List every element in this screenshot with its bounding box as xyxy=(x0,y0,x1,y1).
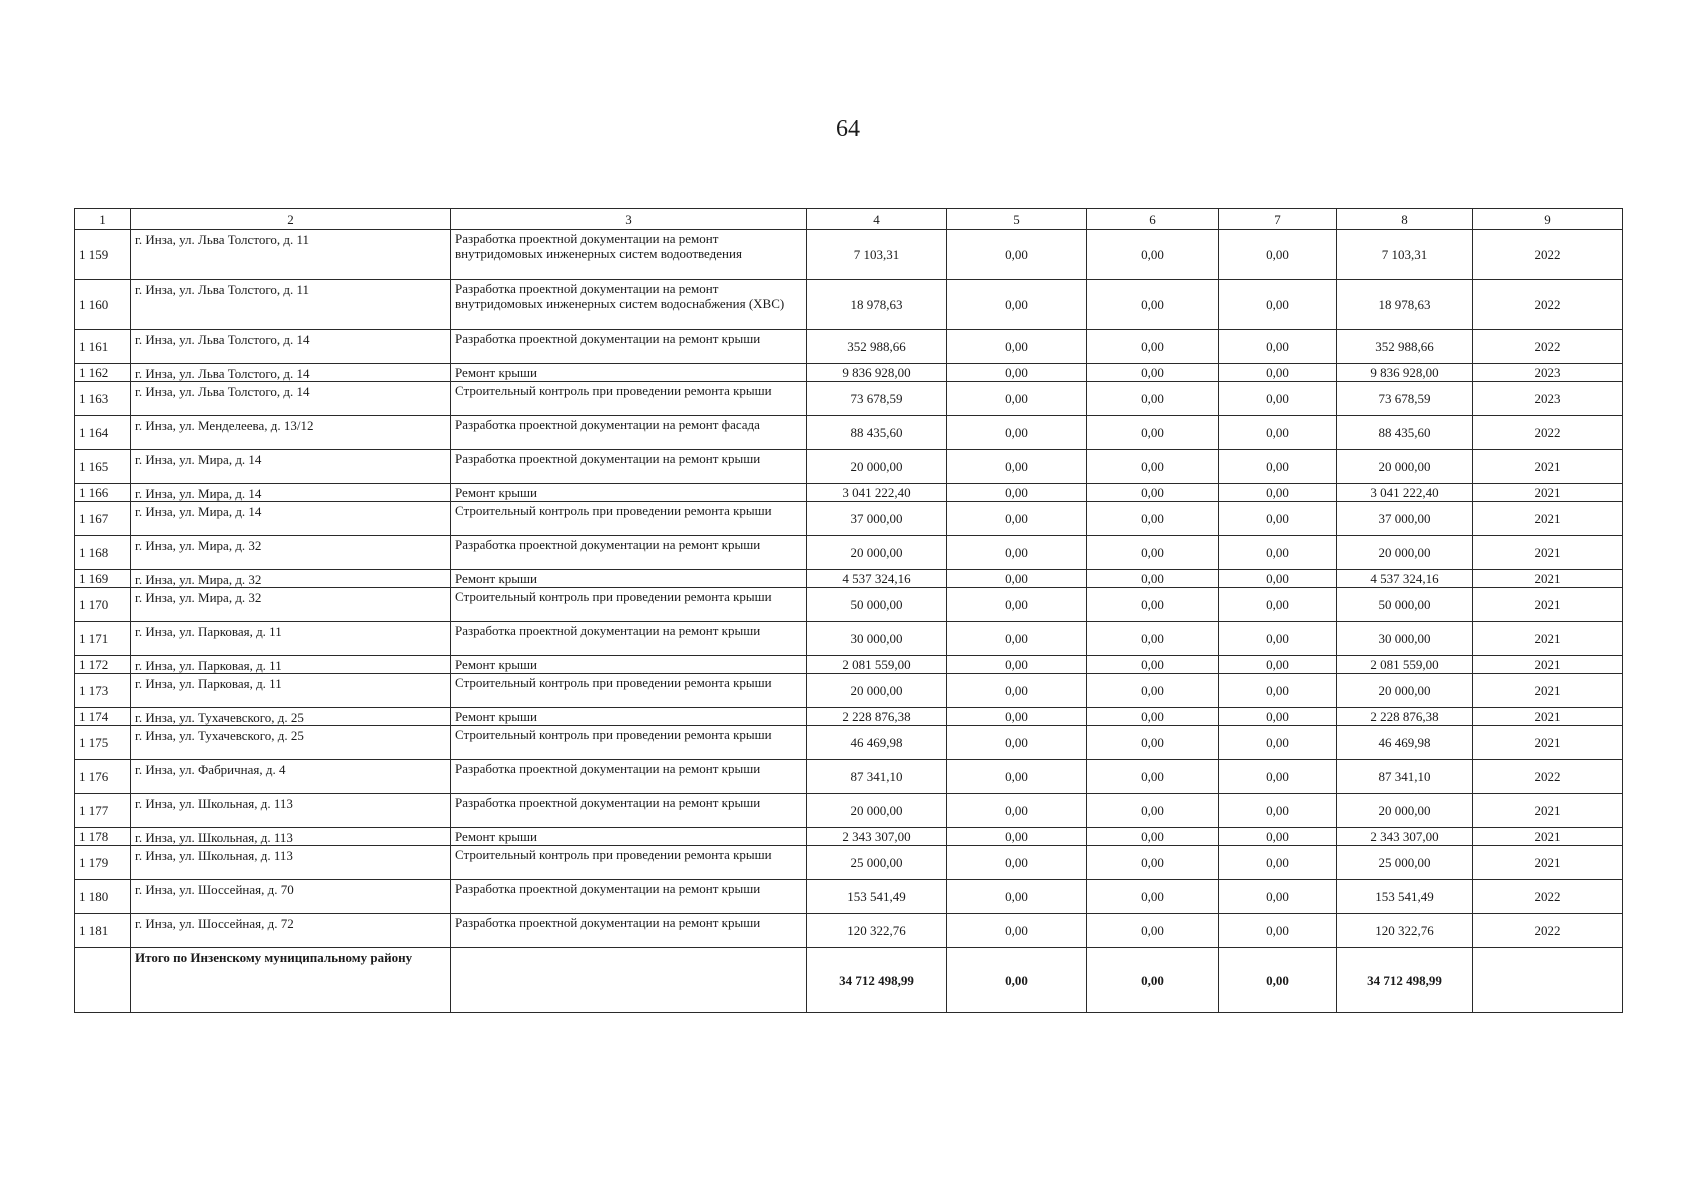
col-6-value: 0,00 xyxy=(1087,364,1219,382)
col-4-value: 30 000,00 xyxy=(807,622,947,656)
col-4-value: 46 469,98 xyxy=(807,726,947,760)
col-8-value: 87 341,10 xyxy=(1337,760,1473,794)
col-8-value: 73 678,59 xyxy=(1337,382,1473,416)
table-row xyxy=(75,588,1623,622)
col-9-value: 2021 xyxy=(1473,570,1623,588)
col-4-value: 20 000,00 xyxy=(807,674,947,708)
col-6-value: 0,00 xyxy=(1087,880,1219,914)
work-type-cell: Разработка проектной документации на ремонт крыши xyxy=(451,450,807,484)
address-cell: г. Инза, ул. Мира, д. 14 xyxy=(131,484,451,502)
table-row xyxy=(75,382,1623,416)
work-type-cell: Ремонт крыши xyxy=(451,708,807,726)
col-8-value: 88 435,60 xyxy=(1337,416,1473,450)
col-7-value: 0,00 xyxy=(1219,828,1337,846)
work-type-cell: Разработка проектной документации на ремонт крыши xyxy=(451,622,807,656)
col-4-value: 120 322,76 xyxy=(807,914,947,948)
col-6-value: 0,00 xyxy=(1087,450,1219,484)
col-6-value: 0,00 xyxy=(1087,416,1219,450)
table-row xyxy=(75,828,1623,846)
col-9-value: 2022 xyxy=(1473,280,1623,330)
col-7-value: 0,00 xyxy=(1219,846,1337,880)
col-4-value: 4 537 324,16 xyxy=(807,570,947,588)
col-9-value: 2021 xyxy=(1473,450,1623,484)
col-7-value: 0,00 xyxy=(1219,674,1337,708)
table-row xyxy=(75,330,1623,364)
row-number: 1 172 xyxy=(75,656,131,674)
col-7-value: 0,00 xyxy=(1219,330,1337,364)
col-6-value: 0,00 xyxy=(1087,330,1219,364)
address-cell: г. Инза, ул. Менделеева, д. 13/12 xyxy=(131,416,451,450)
col-8-value: 352 988,66 xyxy=(1337,330,1473,364)
total-label: Итого по Инзенскому муниципальному району xyxy=(131,948,451,1013)
address-cell: г. Инза, ул. Школьная, д. 113 xyxy=(131,828,451,846)
table-row xyxy=(75,726,1623,760)
address-cell: г. Инза, ул. Шоссейная, д. 70 xyxy=(131,880,451,914)
col-4-value: 153 541,49 xyxy=(807,880,947,914)
table-row xyxy=(75,674,1623,708)
row-number: 1 161 xyxy=(75,330,131,364)
row-number: 1 177 xyxy=(75,794,131,828)
row-number: 1 160 xyxy=(75,280,131,330)
col-6-value: 0,00 xyxy=(1087,230,1219,280)
col-8-value: 30 000,00 xyxy=(1337,622,1473,656)
address-cell: г. Инза, ул. Мира, д. 32 xyxy=(131,588,451,622)
address-cell: г. Инза, ул. Льва Толстого, д. 14 xyxy=(131,364,451,382)
table-row xyxy=(75,280,1623,330)
col-6-value: 0,00 xyxy=(1087,502,1219,536)
col-4-value: 7 103,31 xyxy=(807,230,947,280)
column-header: 4 xyxy=(807,209,947,230)
row-number: 1 169 xyxy=(75,570,131,588)
total-work-cell xyxy=(451,948,807,1013)
table-row xyxy=(75,914,1623,948)
col-5-value: 0,00 xyxy=(947,416,1087,450)
col-6-value: 0,00 xyxy=(1087,536,1219,570)
col-9-value: 2021 xyxy=(1473,846,1623,880)
col-5-value: 0,00 xyxy=(947,588,1087,622)
col-8-value: 9 836 928,00 xyxy=(1337,364,1473,382)
address-cell: г. Инза, ул. Мира, д. 14 xyxy=(131,450,451,484)
col-9-value: 2022 xyxy=(1473,330,1623,364)
col-8-value: 3 041 222,40 xyxy=(1337,484,1473,502)
total-row xyxy=(75,948,1623,1013)
col-7-value: 0,00 xyxy=(1219,880,1337,914)
col-4-value: 37 000,00 xyxy=(807,502,947,536)
address-cell: г. Инза, ул. Тухачевского, д. 25 xyxy=(131,726,451,760)
col-8-value: 120 322,76 xyxy=(1337,914,1473,948)
col-6-value: 0,00 xyxy=(1087,570,1219,588)
col-6-value: 0,00 xyxy=(1087,846,1219,880)
col-5-value: 0,00 xyxy=(947,330,1087,364)
total-col-9 xyxy=(1473,948,1623,1013)
col-9-value: 2021 xyxy=(1473,674,1623,708)
total-col-4: 34 712 498,99 xyxy=(807,948,947,1013)
col-7-value: 0,00 xyxy=(1219,726,1337,760)
address-cell: г. Инза, ул. Мира, д. 14 xyxy=(131,502,451,536)
col-8-value: 153 541,49 xyxy=(1337,880,1473,914)
table-row xyxy=(75,364,1623,382)
col-5-value: 0,00 xyxy=(947,880,1087,914)
col-6-value: 0,00 xyxy=(1087,708,1219,726)
work-type-cell: Ремонт крыши xyxy=(451,364,807,382)
work-type-cell: Ремонт крыши xyxy=(451,484,807,502)
col-7-value: 0,00 xyxy=(1219,280,1337,330)
work-type-cell: Разработка проектной документации на ремонт крыши xyxy=(451,760,807,794)
row-number: 1 176 xyxy=(75,760,131,794)
work-type-cell: Ремонт крыши xyxy=(451,828,807,846)
col-7-value: 0,00 xyxy=(1219,382,1337,416)
col-8-value: 7 103,31 xyxy=(1337,230,1473,280)
work-type-cell: Строительный контроль при проведении ремонта крыши xyxy=(451,846,807,880)
col-7-value: 0,00 xyxy=(1219,656,1337,674)
work-type-cell: Строительный контроль при проведении ремонта крыши xyxy=(451,726,807,760)
col-9-value: 2023 xyxy=(1473,382,1623,416)
col-5-value: 0,00 xyxy=(947,230,1087,280)
table-row xyxy=(75,622,1623,656)
col-7-value: 0,00 xyxy=(1219,794,1337,828)
col-7-value: 0,00 xyxy=(1219,450,1337,484)
col-8-value: 50 000,00 xyxy=(1337,588,1473,622)
col-9-value: 2021 xyxy=(1473,656,1623,674)
col-6-value: 0,00 xyxy=(1087,726,1219,760)
work-type-cell: Разработка проектной документации на ремонт крыши xyxy=(451,914,807,948)
col-7-value: 0,00 xyxy=(1219,536,1337,570)
col-8-value: 18 978,63 xyxy=(1337,280,1473,330)
col-5-value: 0,00 xyxy=(947,622,1087,656)
col-8-value: 20 000,00 xyxy=(1337,674,1473,708)
address-cell: г. Инза, ул. Школьная, д. 113 xyxy=(131,794,451,828)
col-7-value: 0,00 xyxy=(1219,416,1337,450)
row-number: 1 165 xyxy=(75,450,131,484)
column-header: 2 xyxy=(131,209,451,230)
address-cell: г. Инза, ул. Школьная, д. 113 xyxy=(131,846,451,880)
col-6-value: 0,00 xyxy=(1087,382,1219,416)
table-row xyxy=(75,846,1623,880)
row-number: 1 170 xyxy=(75,588,131,622)
table-row xyxy=(75,570,1623,588)
work-type-cell: Строительный контроль при проведении ремонта крыши xyxy=(451,674,807,708)
work-type-cell: Строительный контроль при проведении ремонта крыши xyxy=(451,588,807,622)
col-4-value: 20 000,00 xyxy=(807,536,947,570)
col-8-value: 4 537 324,16 xyxy=(1337,570,1473,588)
col-7-value: 0,00 xyxy=(1219,502,1337,536)
total-col-8: 34 712 498,99 xyxy=(1337,948,1473,1013)
table-row xyxy=(75,880,1623,914)
col-9-value: 2022 xyxy=(1473,416,1623,450)
col-6-value: 0,00 xyxy=(1087,588,1219,622)
col-7-value: 0,00 xyxy=(1219,914,1337,948)
work-type-cell: Разработка проектной документации на ремонт крыши xyxy=(451,536,807,570)
col-5-value: 0,00 xyxy=(947,656,1087,674)
row-number: 1 171 xyxy=(75,622,131,656)
col-5-value: 0,00 xyxy=(947,570,1087,588)
col-9-value: 2022 xyxy=(1473,230,1623,280)
col-8-value: 20 000,00 xyxy=(1337,450,1473,484)
address-cell: г. Инза, ул. Мира, д. 32 xyxy=(131,570,451,588)
table-row xyxy=(75,760,1623,794)
work-type-cell: Ремонт крыши xyxy=(451,570,807,588)
col-9-value: 2022 xyxy=(1473,760,1623,794)
column-header: 7 xyxy=(1219,209,1337,230)
col-9-value: 2021 xyxy=(1473,708,1623,726)
address-cell: г. Инза, ул. Льва Толстого, д. 11 xyxy=(131,280,451,330)
col-4-value: 50 000,00 xyxy=(807,588,947,622)
row-number: 1 180 xyxy=(75,880,131,914)
column-header: 9 xyxy=(1473,209,1623,230)
col-4-value: 2 081 559,00 xyxy=(807,656,947,674)
work-type-cell: Разработка проектной документации на ремонт внутридомовых инженерных систем водоотведения xyxy=(451,230,807,280)
col-5-value: 0,00 xyxy=(947,382,1087,416)
table-row xyxy=(75,794,1623,828)
col-6-value: 0,00 xyxy=(1087,484,1219,502)
address-cell: г. Инза, ул. Льва Толстого, д. 11 xyxy=(131,230,451,280)
page-number: 64 xyxy=(836,116,860,142)
table-row xyxy=(75,484,1623,502)
col-9-value: 2021 xyxy=(1473,484,1623,502)
col-9-value: 2021 xyxy=(1473,588,1623,622)
total-col-5: 0,00 xyxy=(947,948,1087,1013)
col-8-value: 2 228 876,38 xyxy=(1337,708,1473,726)
col-6-value: 0,00 xyxy=(1087,794,1219,828)
col-5-value: 0,00 xyxy=(947,674,1087,708)
table-row xyxy=(75,536,1623,570)
address-cell: г. Инза, ул. Льва Толстого, д. 14 xyxy=(131,330,451,364)
row-number: 1 167 xyxy=(75,502,131,536)
table-row xyxy=(75,502,1623,536)
total-num-cell xyxy=(75,948,131,1013)
row-number: 1 164 xyxy=(75,416,131,450)
table-row xyxy=(75,450,1623,484)
col-4-value: 2 343 307,00 xyxy=(807,828,947,846)
table-row xyxy=(75,656,1623,674)
col-8-value: 25 000,00 xyxy=(1337,846,1473,880)
col-5-value: 0,00 xyxy=(947,726,1087,760)
address-cell: г. Инза, ул. Парковая, д. 11 xyxy=(131,622,451,656)
col-6-value: 0,00 xyxy=(1087,760,1219,794)
address-cell: г. Инза, ул. Фабричная, д. 4 xyxy=(131,760,451,794)
col-5-value: 0,00 xyxy=(947,828,1087,846)
col-4-value: 9 836 928,00 xyxy=(807,364,947,382)
col-9-value: 2022 xyxy=(1473,914,1623,948)
col-4-value: 20 000,00 xyxy=(807,794,947,828)
col-5-value: 0,00 xyxy=(947,914,1087,948)
row-number: 1 179 xyxy=(75,846,131,880)
work-type-cell: Разработка проектной документации на ремонт крыши xyxy=(451,794,807,828)
col-7-value: 0,00 xyxy=(1219,622,1337,656)
col-5-value: 0,00 xyxy=(947,794,1087,828)
col-4-value: 352 988,66 xyxy=(807,330,947,364)
work-type-cell: Разработка проектной документации на ремонт крыши xyxy=(451,330,807,364)
col-5-value: 0,00 xyxy=(947,502,1087,536)
col-7-value: 0,00 xyxy=(1219,230,1337,280)
col-9-value: 2023 xyxy=(1473,364,1623,382)
col-7-value: 0,00 xyxy=(1219,588,1337,622)
work-type-cell: Разработка проектной документации на ремонт внутридомовых инженерных систем водоснабжения (ХВС) xyxy=(451,280,807,330)
row-number: 1 174 xyxy=(75,708,131,726)
row-number: 1 163 xyxy=(75,382,131,416)
col-9-value: 2021 xyxy=(1473,726,1623,760)
work-type-cell: Разработка проектной документации на ремонт фасада xyxy=(451,416,807,450)
row-number: 1 162 xyxy=(75,364,131,382)
col-5-value: 0,00 xyxy=(947,536,1087,570)
col-8-value: 46 469,98 xyxy=(1337,726,1473,760)
address-cell: г. Инза, ул. Шоссейная, д. 72 xyxy=(131,914,451,948)
row-number: 1 159 xyxy=(75,230,131,280)
row-number: 1 166 xyxy=(75,484,131,502)
col-8-value: 37 000,00 xyxy=(1337,502,1473,536)
table-row xyxy=(75,708,1623,726)
col-8-value: 2 081 559,00 xyxy=(1337,656,1473,674)
table-header-row xyxy=(75,209,1623,230)
row-number: 1 181 xyxy=(75,914,131,948)
col-9-value: 2021 xyxy=(1473,828,1623,846)
table-row xyxy=(75,416,1623,450)
column-header: 8 xyxy=(1337,209,1473,230)
address-cell: г. Инза, ул. Парковая, д. 11 xyxy=(131,656,451,674)
total-col-7: 0,00 xyxy=(1219,948,1337,1013)
col-4-value: 18 978,63 xyxy=(807,280,947,330)
col-8-value: 2 343 307,00 xyxy=(1337,828,1473,846)
address-cell: г. Инза, ул. Тухачевского, д. 25 xyxy=(131,708,451,726)
col-4-value: 25 000,00 xyxy=(807,846,947,880)
address-cell: г. Инза, ул. Мира, д. 32 xyxy=(131,536,451,570)
col-5-value: 0,00 xyxy=(947,708,1087,726)
col-7-value: 0,00 xyxy=(1219,708,1337,726)
address-cell: г. Инза, ул. Льва Толстого, д. 14 xyxy=(131,382,451,416)
col-9-value: 2021 xyxy=(1473,622,1623,656)
col-5-value: 0,00 xyxy=(947,760,1087,794)
column-header: 1 xyxy=(75,209,131,230)
col-4-value: 88 435,60 xyxy=(807,416,947,450)
work-type-cell: Ремонт крыши xyxy=(451,656,807,674)
work-type-cell: Строительный контроль при проведении ремонта крыши xyxy=(451,382,807,416)
total-col-6: 0,00 xyxy=(1087,948,1219,1013)
col-5-value: 0,00 xyxy=(947,280,1087,330)
work-type-cell: Разработка проектной документации на ремонт крыши xyxy=(451,880,807,914)
col-6-value: 0,00 xyxy=(1087,828,1219,846)
column-header: 5 xyxy=(947,209,1087,230)
col-5-value: 0,00 xyxy=(947,484,1087,502)
col-7-value: 0,00 xyxy=(1219,570,1337,588)
col-6-value: 0,00 xyxy=(1087,622,1219,656)
col-8-value: 20 000,00 xyxy=(1337,794,1473,828)
col-7-value: 0,00 xyxy=(1219,484,1337,502)
col-5-value: 0,00 xyxy=(947,364,1087,382)
col-4-value: 87 341,10 xyxy=(807,760,947,794)
col-5-value: 0,00 xyxy=(947,450,1087,484)
column-header: 6 xyxy=(1087,209,1219,230)
col-4-value: 3 041 222,40 xyxy=(807,484,947,502)
row-number: 1 178 xyxy=(75,828,131,846)
col-9-value: 2021 xyxy=(1473,502,1623,536)
col-9-value: 2021 xyxy=(1473,536,1623,570)
document-table xyxy=(74,208,1623,1013)
col-6-value: 0,00 xyxy=(1087,656,1219,674)
col-4-value: 2 228 876,38 xyxy=(807,708,947,726)
col-6-value: 0,00 xyxy=(1087,914,1219,948)
row-number: 1 168 xyxy=(75,536,131,570)
table-body xyxy=(75,230,1623,948)
work-type-cell: Строительный контроль при проведении ремонта крыши xyxy=(451,502,807,536)
table-row xyxy=(75,230,1623,280)
col-4-value: 20 000,00 xyxy=(807,450,947,484)
column-header: 3 xyxy=(451,209,807,230)
col-6-value: 0,00 xyxy=(1087,674,1219,708)
row-number: 1 175 xyxy=(75,726,131,760)
address-cell: г. Инза, ул. Парковая, д. 11 xyxy=(131,674,451,708)
col-9-value: 2021 xyxy=(1473,794,1623,828)
col-6-value: 0,00 xyxy=(1087,280,1219,330)
col-8-value: 20 000,00 xyxy=(1337,536,1473,570)
col-7-value: 0,00 xyxy=(1219,760,1337,794)
row-number: 1 173 xyxy=(75,674,131,708)
col-7-value: 0,00 xyxy=(1219,364,1337,382)
col-5-value: 0,00 xyxy=(947,846,1087,880)
col-4-value: 73 678,59 xyxy=(807,382,947,416)
col-9-value: 2022 xyxy=(1473,880,1623,914)
